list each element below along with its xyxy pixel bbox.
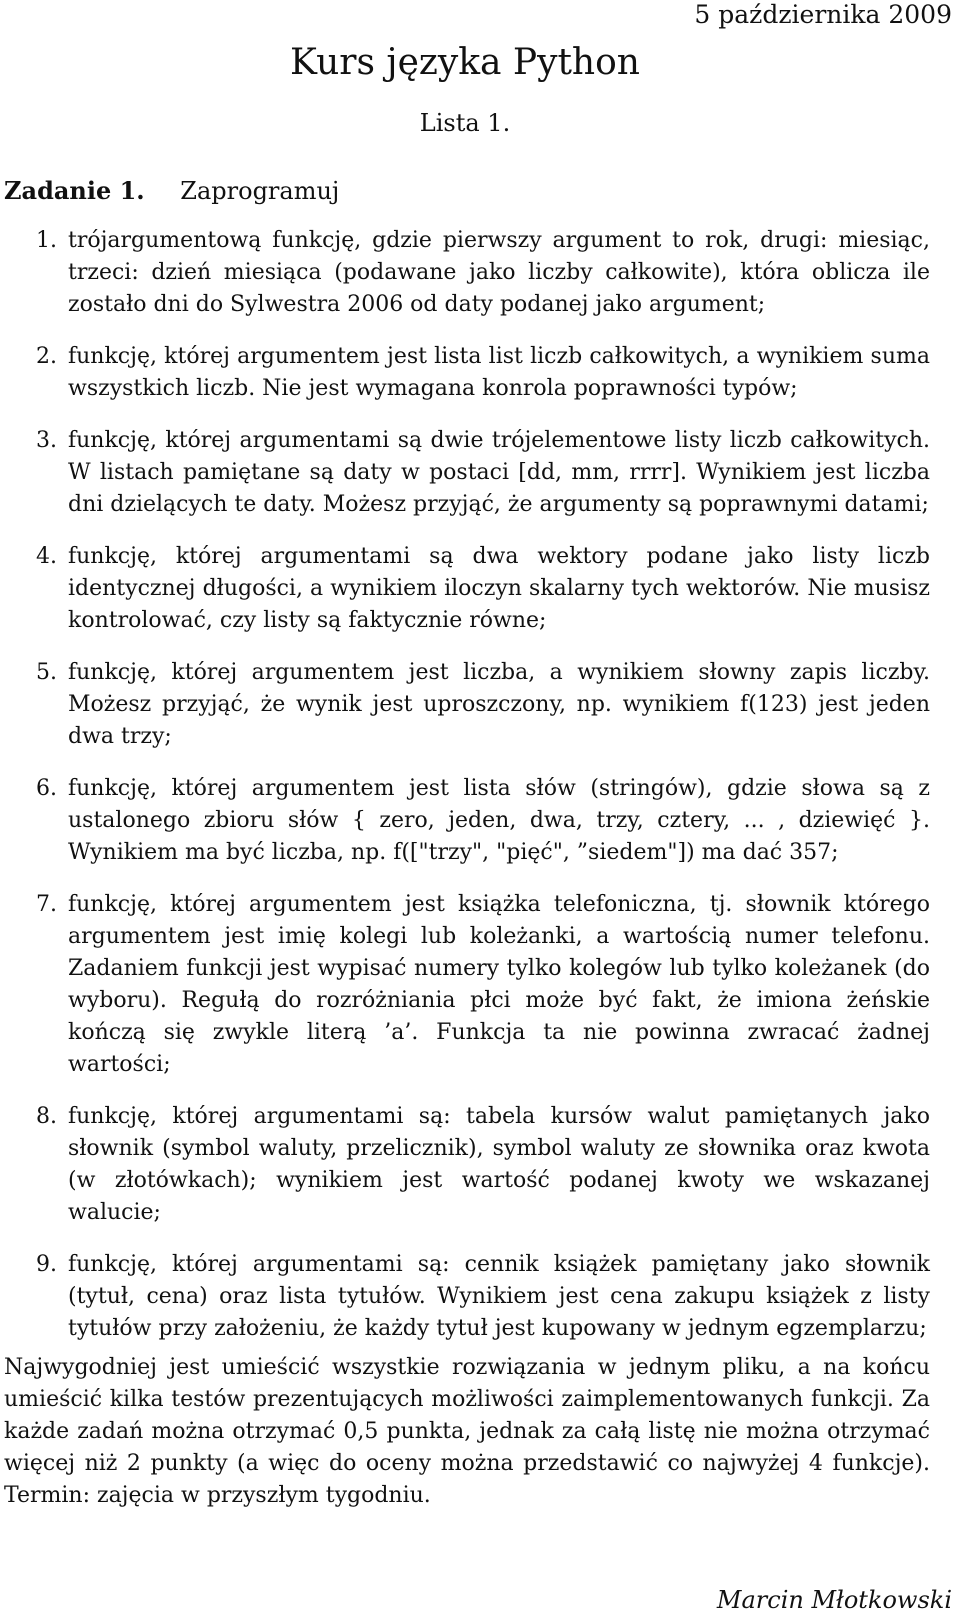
document-date: 5 października 2009 (694, 0, 952, 29)
item-text: funkcję, której argumentem jest liczba, a wynikiem słowny zapis liczby. Możesz przyjąć, że wynik jest uproszczony, np. wynikiem f(123) jest jeden dwa trzy; (68, 660, 930, 749)
task-heading (4, 176, 339, 206)
item-text: funkcję, której argumentem jest lista list liczb całkowitych, a wynikiem suma wszystkich liczb. Nie jest wymagana konrola poprawności typów; (68, 344, 930, 401)
item-number: 2. (36, 344, 57, 369)
list-item (0, 225, 930, 321)
item-text: funkcję, której argumentami są dwa wektory podane jako listy liczb identycznej długości, a wynikiem iloczyn skalarny tych wektorów. Nie musisz kontrolować, czy listy są faktycznie równe; (68, 544, 930, 633)
list-item (0, 1101, 930, 1229)
task-label: Zadanie 1. (4, 176, 145, 205)
item-number: 7. (36, 892, 57, 917)
item-text: funkcję, której argumentami są: tabela kursów walut pamiętanych jako słownik (symbol waluty, przelicznik), symbol waluty ze słownika oraz kwota (w złotówkach); wynikiem jest wartość podanej kwoty we wskazanej walucie; (68, 1104, 930, 1225)
item-number: 6. (36, 776, 57, 801)
list-item (0, 773, 930, 869)
closing-paragraph: Najwygodniej jest umieścić wszystkie rozwiązania w jednym pliku, a na końcu umieścić kilka testów prezentujących możliwości zaimplementowanych funkcji. Za każde zadań można otrzymać 0,5 punkta, jednak za całą listę nie można otrzymać więcej niż 2 punkty (a więc do oceny można przedstawić co najwyżej 4 funkcje). Termin: zajęcia w przyszłym tygodniu. (4, 1355, 930, 1508)
list-item (0, 425, 930, 521)
list-item (0, 541, 930, 637)
list-item (0, 657, 930, 753)
list-item (0, 1249, 930, 1345)
task-list (0, 225, 930, 1365)
list-item (0, 341, 930, 405)
item-number: 8. (36, 1104, 57, 1129)
author-signature: Marcin Młotkowski (716, 1586, 952, 1614)
item-text: funkcję, której argumentem jest książka telefoniczna, tj. słownik którego argumentem jest imię kolegi lub koleżanki, a wartością numer telefonu. Zadaniem funkcji jest wypisać numery tylko kolegów lub tylko koleżanek (do wyboru). Regułą do rozróżniania płci może być fakt, że imiona żeńskie kończą się zwykle literą ’a’. Funkcja ta nie powinna zwracać żadnej wartości; (68, 892, 930, 1077)
list-number: Lista 1. (419, 109, 511, 137)
item-number: 9. (36, 1252, 57, 1277)
item-number: 1. (36, 228, 57, 253)
item-text: funkcję, której argumentami są: cennik książek pamiętany jako słownik (tytuł, cena) oraz lista tytułów. Wynikiem jest cena zakupu książek z listy tytułów przy założeniu, że każdy tytuł jest kupowany w jednym egzemplarzu; (68, 1252, 930, 1341)
item-number: 3. (36, 428, 57, 453)
list-item (0, 889, 930, 1081)
item-text: trójargumentową funkcję, gdzie pierwszy argument to rok, drugi: miesiąc, trzeci: dzień miesiąca (podawane jako liczby całkowite), która oblicza ile zostało dni do Sylwestra 2006 od daty podanej jako argument; (68, 228, 930, 317)
item-number: 5. (36, 660, 57, 685)
item-text: funkcję, której argumentami są dwie trójelementowe listy liczb całkowitych. W listach pamiętane są daty w postaci [dd, mm, rrrr]. Wynikiem jest liczba dni dzielących te daty. Możesz przyjąć, że argumenty są poprawnymi datami; (68, 428, 930, 517)
task-intro: Zaprogramuj (180, 177, 340, 205)
item-number: 4. (36, 544, 57, 569)
item-text: funkcję, której argumentem jest lista słów (stringów), gdzie słowa są z ustalonego zbioru słów { zero, jeden, dwa, trzy, cztery, ... , dziewięć }. Wynikiem ma być liczba, np. f(["trzy", "pięć", ”siedem"]) ma dać 357; (68, 776, 930, 865)
document-title: Kurs języka Python (290, 42, 640, 83)
